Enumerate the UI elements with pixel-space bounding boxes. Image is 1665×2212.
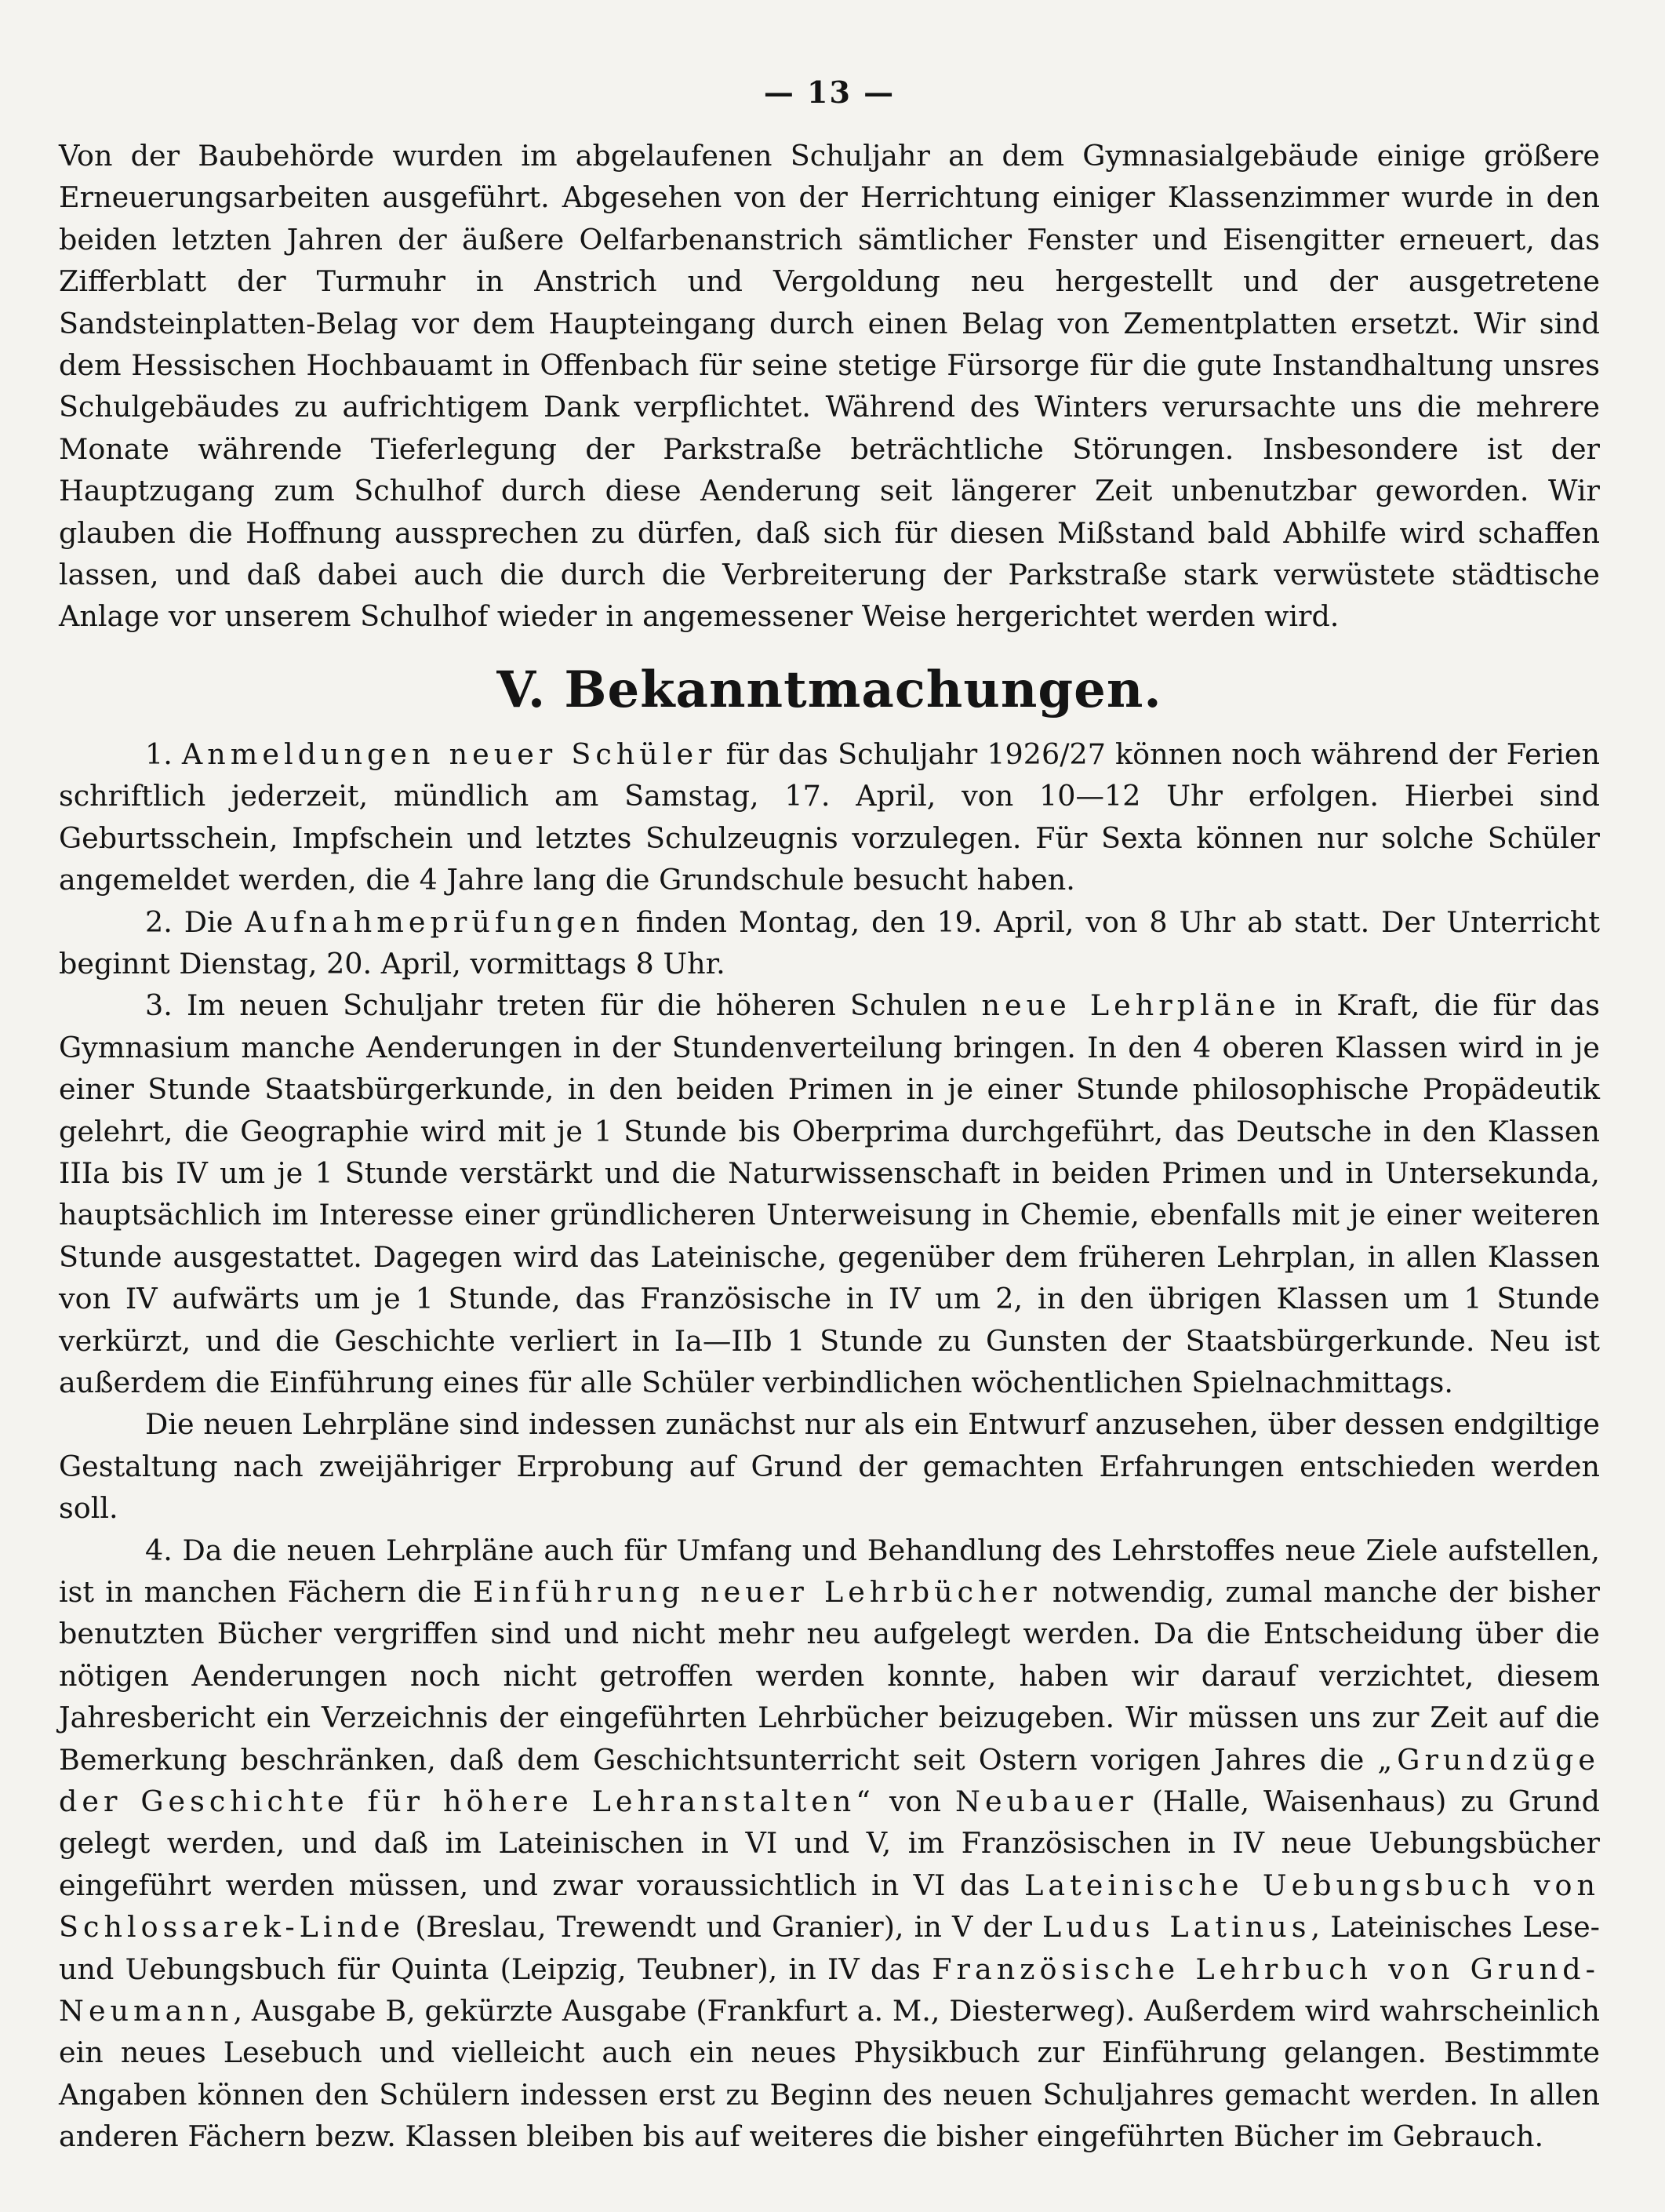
page-number: — 13 — xyxy=(763,75,896,110)
item-2-number: 2. xyxy=(145,904,173,939)
item-4-emphasis-c: Neubauer xyxy=(955,1785,1138,1819)
item-1-text: für das Schuljahr 1926/27 können noch während der Ferien schriftlich jederzeit, mündlich am Samstag, 17. April, von 10—12 Uhr erfolgen. Hierbei sind Geburtsschein, Impfschein und letztes Schulzeugnis vorzulegen. Für Sexta können nur solche Schüler angemeldet werden, die 4 Jahre lang die Grundschule besucht haben. xyxy=(59,737,1600,897)
item-2-text: finden Montag, den 19. April, von 8 Uhr ab statt. Der Unterricht beginnt Dienstag, 20. April, vormittags 8 Uhr. xyxy=(59,904,1600,980)
item-4-text-c: von xyxy=(889,1785,942,1819)
item-4-number: 4. xyxy=(145,1533,173,1567)
intro-paragraph: Von der Baubehörde wurden im abgelaufenen Schuljahr an dem Gymnasialgebäude einige größere Erneuerungsarbeiten ausgeführt. Abgesehen von der Herrichtung einiger Klassenzimmer wurde in den beiden letzten Jahren der äußere Oelfarbenanstrich sämtlicher Fenster und Eisengitter erneuert, das Zifferblatt der Turmuhr in Anstrich und Vergoldung neu hergestellt und der ausgetretene Sandsteinplatten-Belag vor dem Haupteingang durch einen Belag von Zementplatten ersetzt. Wir sind dem Hessischen Hochbauamt in Offenbach für seine stetige Fürsorge für die gute Instandhaltung unsres Schulgebäudes zu aufrichtigem Dank verpflichtet. Während des Winters verursachte uns die mehrere Monate währende Tieferlegung der Parkstraße beträchtliche Störungen. Insbesondere ist der Hauptzugang zum Schulhof durch diese Aenderung seit längerer Zeit unbenutzbar geworden. Wir glauben die Hoffnung aussprechen zu dürfen, daß sich für diesen Mißstand bald Abhilfe wird schaffen lassen, und daß dabei auch die durch die Verbreiterung der Parkstraße stark verwüstete städtische Anlage vor unserem Schulhof wieder in angemessener Weise hergerichtet werden wird. xyxy=(59,139,1600,634)
item-3-continued: Die neuen Lehrpläne sind indessen zunächst nur als ein Entwurf anzusehen, über dessen endgiltige Gestaltung nach zweijähriger Erprobung auf Grund der gemachten Erfahrungen entschieden werden soll. xyxy=(59,1407,1600,1526)
item-3-text: in Kraft, die für das Gymnasium manche Aenderungen in der Stundenverteilung bringen. In den 4 oberen Klassen wird in je einer Stunde Staatsbürgerkunde, in den beiden Primen in je einer Stunde philosophische Propädeutik gelehrt, die Geographie wird mit je 1 Stunde bis Oberprima durchgeführt, das Deutsche in den Klassen IIIa bis IV um je 1 Stunde verstärkt und die Naturwissenschaft in beiden Primen und in Untersekunda, hauptsächlich im Interesse einer gründlicheren Unterweisung in Chemie, ebenfalls mit je einer weiteren Stunde ausgestattet. Dagegen wird das Lateinische, gegenüber dem früheren Lehrplan, in allen Klassen von IV aufwärts um je 1 Stunde, das Französische in IV um 2, in den übrigen Klassen um 1 Stunde verkürzt, und die Geschichte verliert in Ia—IIb 1 Stunde zu Gunsten der Staatsbürgerkunde. Neu ist außerdem die Einführung eines für alle Schüler verbindlichen wöchentlichen Spielnachmittags. xyxy=(59,988,1601,1399)
item-3 xyxy=(59,984,1600,1403)
item-4 xyxy=(59,1530,1600,2158)
item-2-text-before: Die xyxy=(184,904,234,939)
body-text xyxy=(59,135,1600,2158)
item-1 xyxy=(59,733,1600,901)
item-1-number: 1. xyxy=(145,737,173,771)
item-4-text-b: notwendig, zumal manche der bisher benutzten Bücher vergriffen sind und nicht mehr neu aufgelegt werden. Da die Entscheidung über die nötigen Aenderungen noch nicht getroffen werden konnte, haben wir darauf verzichtet, diesem Jahresbericht ein Verzeichnis der eingeführten Lehrbücher beizugeben. Wir müssen uns zur Zeit auf die Bemerkung beschränken, daß dem Geschichtsunterricht seit Ostern vorigen Jahres die xyxy=(59,1575,1600,1777)
item-4-emphasis-d: Lateinische Uebungsbuch von Schlossarek-Linde xyxy=(59,1868,1600,1945)
item-3-text-before: Im neuen Schuljahr treten für die höheren Schulen xyxy=(187,988,968,1023)
item-2-emphasis: Aufnahmeprüfungen xyxy=(245,904,624,939)
item-4-emphasis-e: Ludus Latinus xyxy=(1042,1910,1311,1945)
item-4-emphasis-a: Einführung neuer Lehrbücher xyxy=(472,1575,1042,1609)
document-page xyxy=(59,0,1600,2212)
item-4-text-e: (Breslau, Trewendt und Granier), in V der xyxy=(415,1910,1032,1945)
item-3-number: 3. xyxy=(145,988,173,1023)
item-4-text-a: Da die neuen Lehrpläne auch für Umfang und Behandlung des Lehrstoffes neue Ziele aufstellen, ist in manchen Fächern die xyxy=(59,1533,1600,1609)
section-heading: V. Bekanntmachungen. xyxy=(496,660,1162,719)
item-4-text-d: (Halle, Waisenhaus) zu Grund gelegt werden, und daß im Lateinischen in VI und V, im Französischen in IV neue Uebungsbücher eingeführt werden müssen, und zwar voraussichtlich in VI das xyxy=(59,1785,1600,1902)
item-3-emphasis: neue Lehrpläne xyxy=(981,988,1281,1023)
item-4-emphasis-b: „Grundzüge der Geschichte für höhere Lehranstalten“ xyxy=(59,1742,1600,1819)
item-2 xyxy=(59,901,1600,985)
item-4-text-g: , Ausgabe B, gekürzte Ausgabe (Frankfurt a. M., Diesterweg). Außerdem wird wahrscheinlich ein neues Lesebuch und vielleicht auch ein neues Physikbuch zur Einführung gelangen. Bestimmte Angaben können den Schülern indessen erst zu Beginn des neuen Schuljahres gemacht werden. In allen anderen Fächern bezw. Klassen bleiben bis auf weiteres die bisher eingeführten Bücher im Gebrauch. xyxy=(59,1994,1600,2154)
item-1-emphasis: Anmeldungen neuer Schüler xyxy=(181,737,717,771)
item-4-text-f: , Lateinisches Lese- und Uebungsbuch für Quinta (Leipzig, Teubner), in IV das xyxy=(59,1910,1601,1986)
item-4-emphasis-f: Französische Lehrbuch von Grund-Neumann xyxy=(59,1952,1600,2028)
